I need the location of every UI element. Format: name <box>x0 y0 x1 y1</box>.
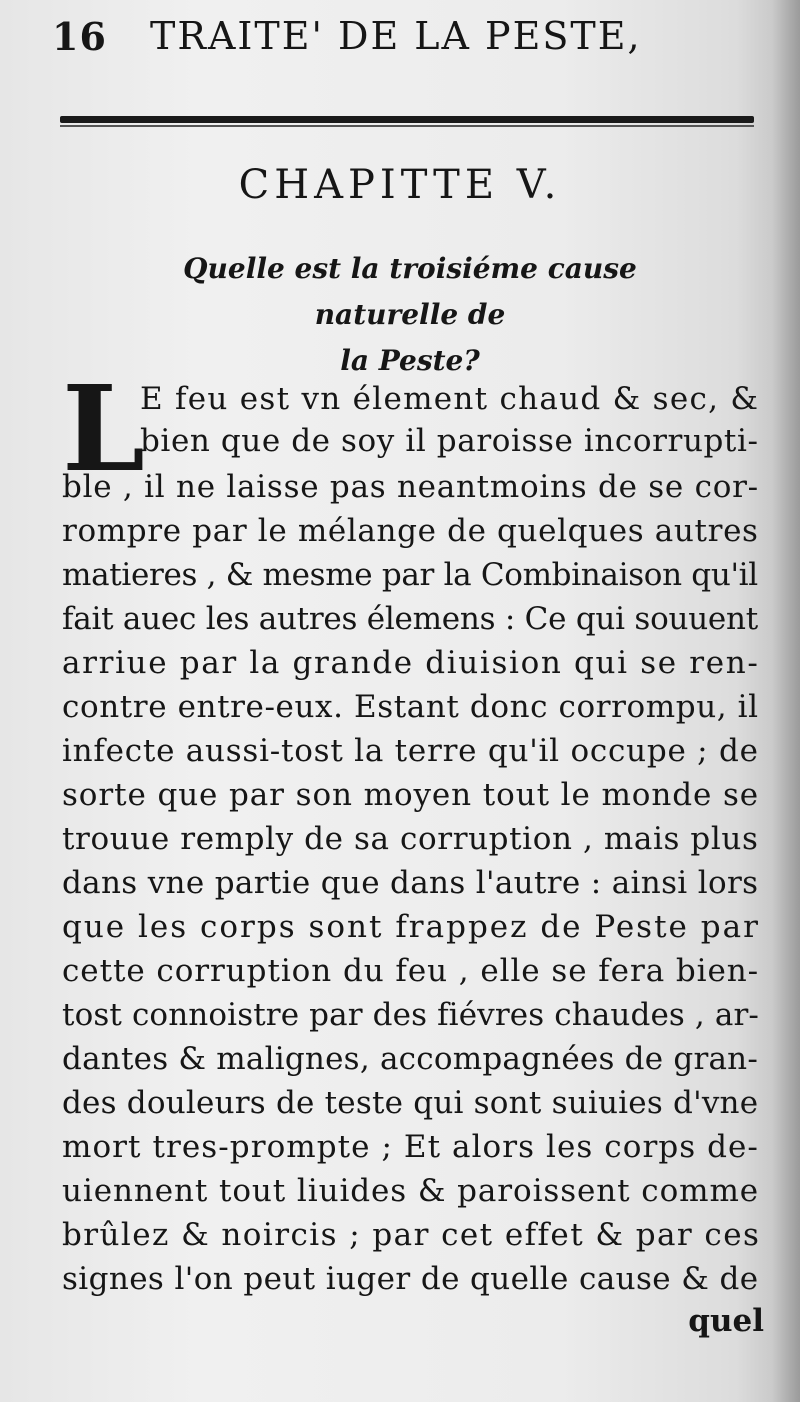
chapter-heading: CHAPITTE V. <box>238 162 562 208</box>
text-line: matieres , & mesme par la Combinaison qu'il <box>62 557 758 593</box>
text-line: rompre par le mélange de quelques autres <box>62 513 759 549</box>
header-rule-thin <box>60 125 754 127</box>
running-head <box>52 10 762 62</box>
drop-cap: L <box>62 359 145 498</box>
text-line: ble , il ne laisse pas neantmoins de se cor- <box>62 469 759 505</box>
chapter-subtitle <box>110 246 710 384</box>
text-line: uiennent tout liuides & paroissent comme <box>62 1173 760 1209</box>
text-line: mort tres-prompte ; Et alors les corps de- <box>62 1129 759 1165</box>
text-line: contre entre-eux. Estant donc corrompu, il <box>62 689 759 725</box>
text-line: arriue par la grande diuision qui se ren- <box>62 645 760 681</box>
running-title: TRAITE' DE LA PESTE, <box>150 14 642 58</box>
text-line: infecte aussi-tost la terre qu'il occupe ; de <box>62 733 759 769</box>
subtitle-line-2: la Peste? <box>340 344 480 377</box>
text-line: tost connoistre par des fiévres chaudes , ar- <box>62 997 759 1033</box>
text-line: cette corruption du feu , elle se fera bien- <box>62 953 760 989</box>
page-edge-shadow <box>772 0 800 1402</box>
text-line: dans vne partie que dans l'autre : ainsi lors <box>62 865 759 901</box>
page-number: 16 <box>52 14 107 59</box>
header-rule <box>60 116 754 123</box>
text-line: trouue remply de sa corruption , mais plus <box>62 821 759 857</box>
text-line: dantes & malignes, accompagnées de gran- <box>62 1041 759 1077</box>
text-line: que les corps sont frappez de Peste par <box>62 909 760 945</box>
catchword: quel <box>688 1303 764 1339</box>
text-line: E feu est vn élement chaud & sec, & <box>140 381 760 417</box>
text-line: signes l'on peut iuger de quelle cause & de <box>62 1261 759 1297</box>
text-line: brûlez & noircis ; par cet effet & par ces <box>62 1217 761 1253</box>
text-line: fait auec les autres élemens : Ce qui souuent <box>62 601 758 637</box>
text-line: bien que de soy il paroisse incorrupti- <box>140 423 759 459</box>
subtitle-line-1: Quelle est la troisiéme cause naturelle de <box>183 252 637 331</box>
text-line: des douleurs de teste qui sont suiuies d'vne <box>62 1085 759 1121</box>
text-line: sorte que par son moyen tout le monde se <box>62 777 760 813</box>
